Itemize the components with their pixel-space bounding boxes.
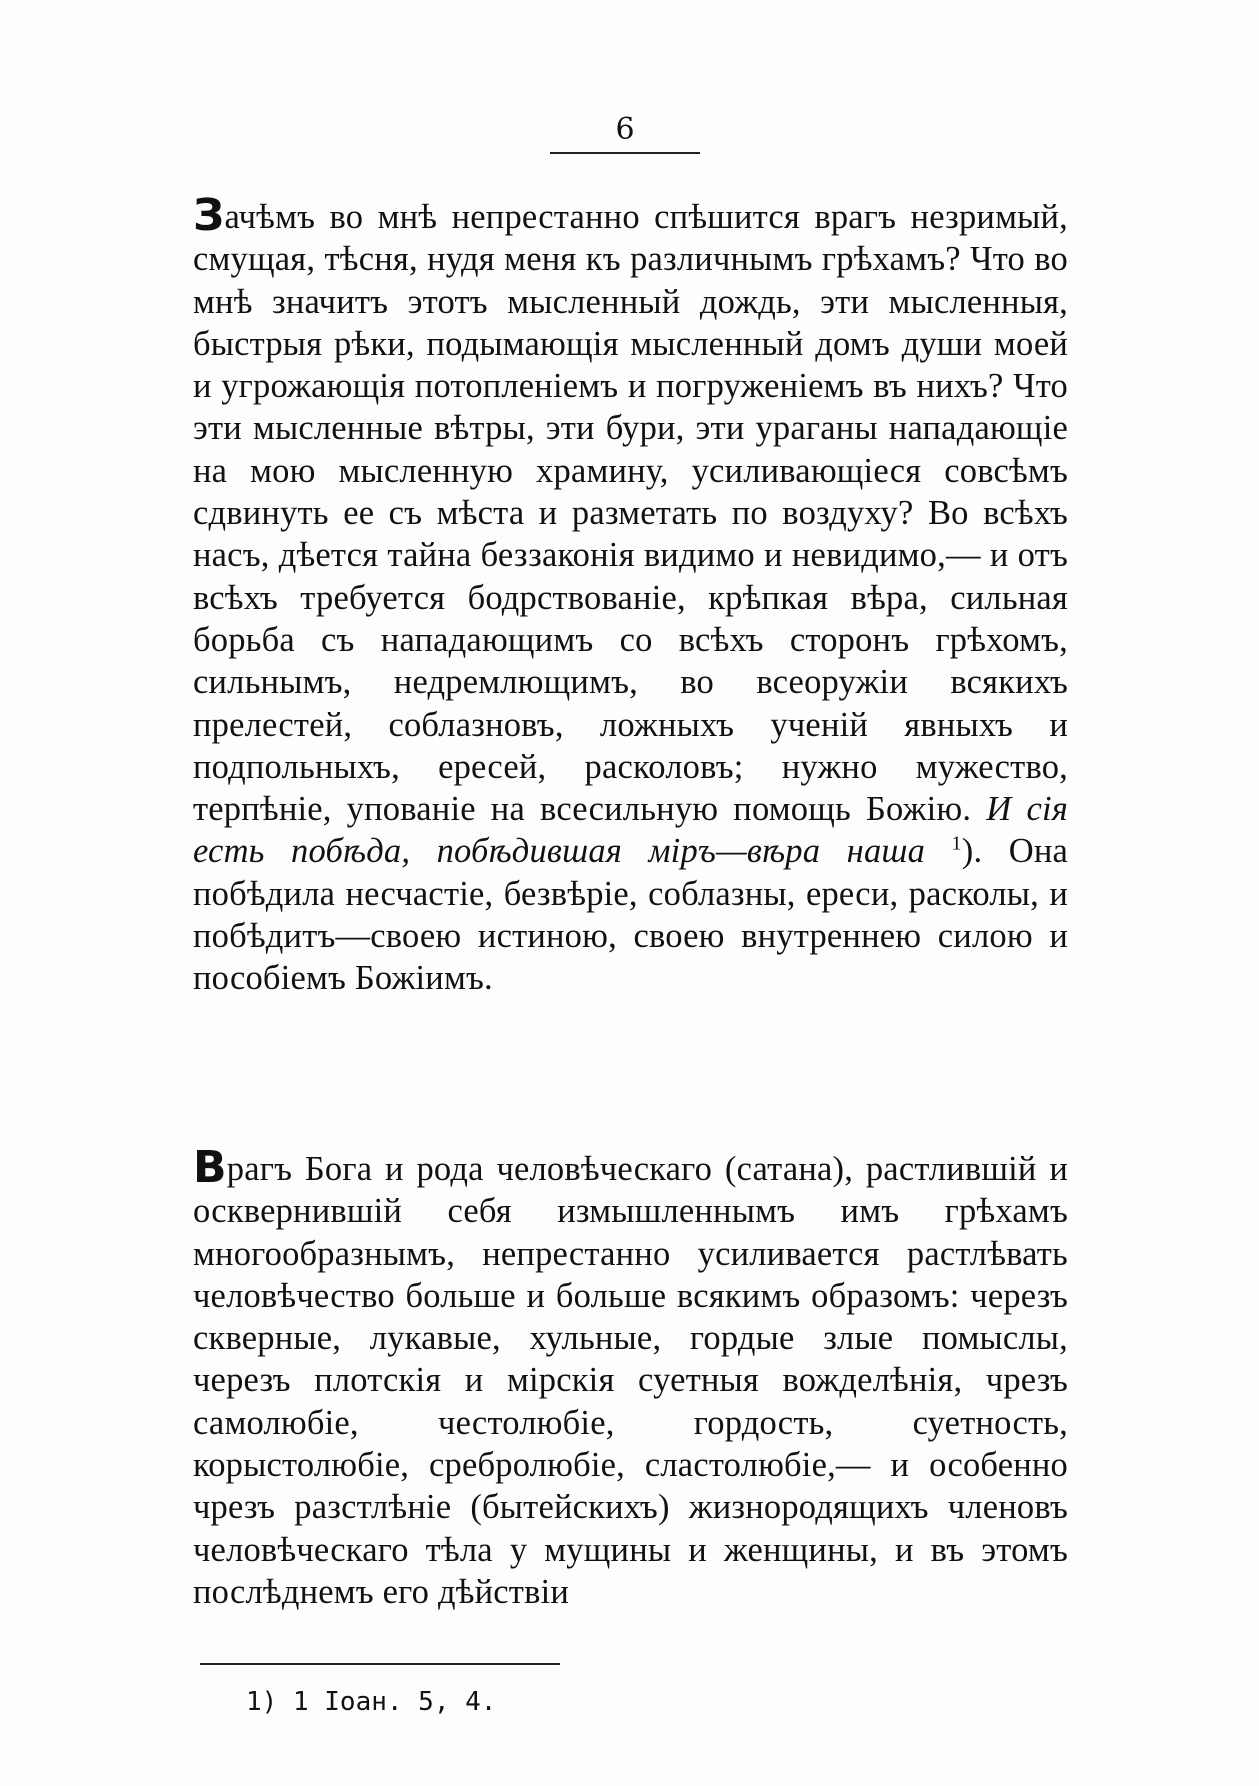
paragraph-2 xyxy=(193,1142,1068,1613)
scripture-quote: И сія есть побѣда, побѣдившая міръ—вѣра наша xyxy=(193,790,1069,871)
page-number: 6 xyxy=(615,112,635,147)
page-header xyxy=(550,112,700,154)
footnote-divider xyxy=(200,1663,560,1665)
paragraph-text-continued: ). Она побѣдила несчастіе, безвѣріе, соблазны, ереси, расколы, и побѣдитъ—своею истиною, своею внутреннею силою и пособіемъ Божіимъ. xyxy=(193,832,1068,998)
paragraph-text: рагъ Бога и рода человѣческаго (сатана), растлившій и осквернившій себя измышленнымъ имъ грѣхамъ многообразнымъ, непрестанно усиливается растлѣвать человѣчество больше и больше всякимъ образомъ: черезъ скверные, лукавые, хульные, гордые злые помыслы, черезъ плотскія и мірскія суетныя вожделѣнія, чрезъ самолюбіе, честолюбіе, гордость, суетность, корыстолюбіе, сребролюбіе, сластолюбіе,— и особенно чрезъ разстлѣніе (бытейскихъ) жизнородящихъ членовъ человѣческаго тѣла у мущины и женщины, и въ этомъ послѣднемъ его дѣйствіи xyxy=(193,1150,1068,1611)
drop-initial: В xyxy=(193,1142,227,1193)
drop-initial: З xyxy=(193,190,225,241)
footnote-reference[interactable]: 1 xyxy=(951,832,962,855)
footnote: 1) 1 Іоан. 5, 4. xyxy=(246,1687,497,1717)
header-rule xyxy=(550,152,700,154)
paragraph-1 xyxy=(193,190,1069,1000)
paragraph-text: ачѣмъ во мнѣ непрестанно спѣшится врагъ незримый, смущая, тѣсня, нудя меня къ различнымъ грѣхамъ? Что во мнѣ значитъ этотъ мысленный дождь, эти мысленныя, быстрыя рѣки, подымающія мысленный домъ души моей и угрожающія потопленіемъ и погруженіемъ въ нихъ? Что эти мысленные вѣтры, эти бури, эти ураганы нападающіе на мою мысленную храмину, усиливающіеся совсѣмъ сдвинуть ее съ мѣста и разметать по воздуху? Во всѣхъ насъ, дѣется тайна беззаконія видимо и невидимо,— и отъ всѣхъ требуется бодрствованіе, крѣпкая вѣра, сильная борьба съ нападающимъ со всѣхъ сторонъ грѣхомъ, сильнымъ, недремлющимъ, во всеоружіи всякихъ прелестей, соблазновъ, ложныхъ ученій явныхъ и подпольныхъ, ересей, расколовъ; нужно мужество, терпѣніе, упованіе на всесильную помощь Божію. xyxy=(193,198,1068,829)
